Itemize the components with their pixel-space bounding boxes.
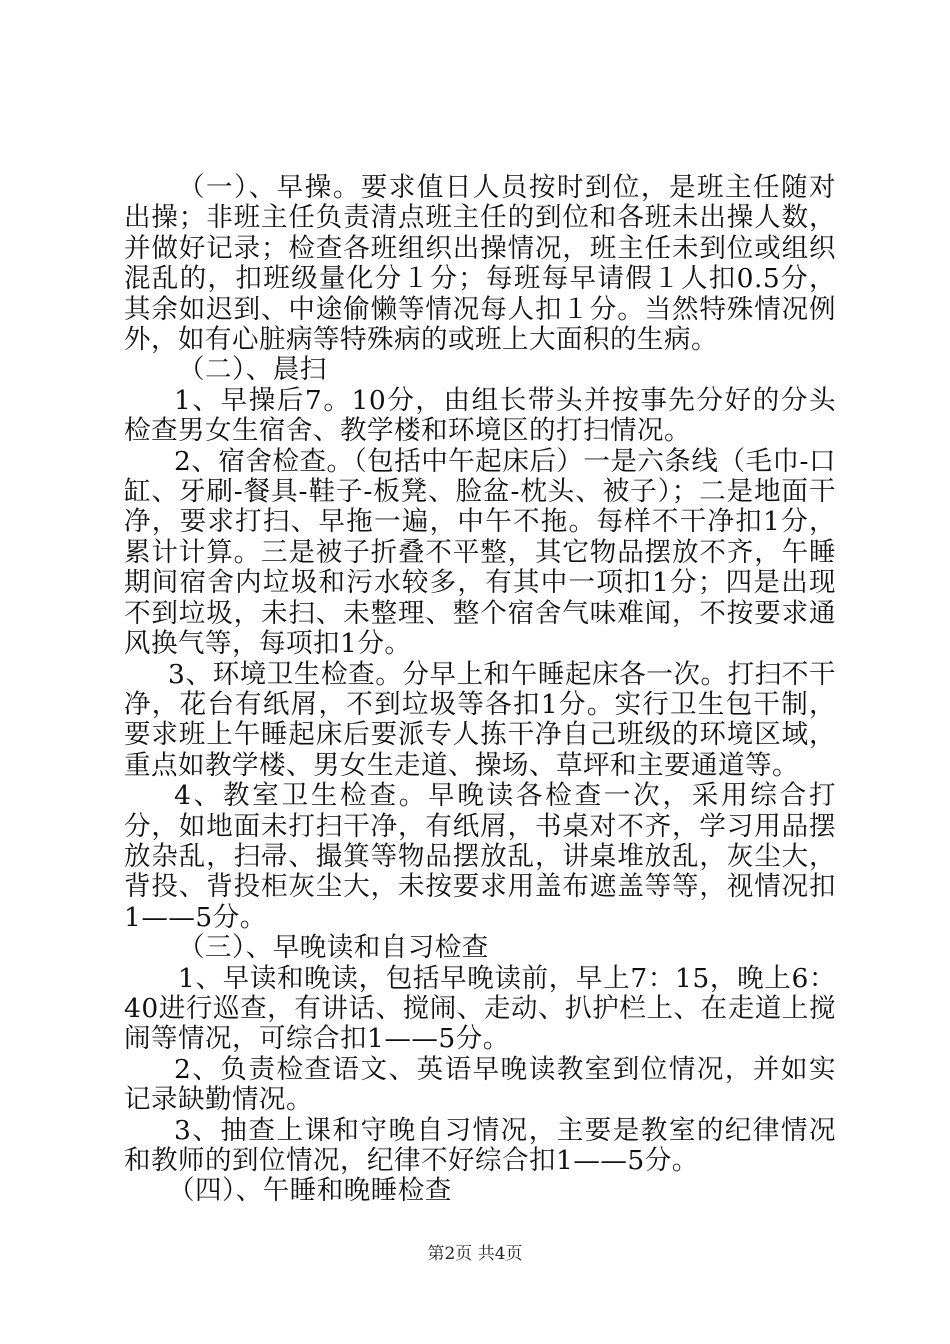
- paragraph-class-discipline: 3、抽查上课和守晚自习情况，主要是教室的纪律情况和教师的到位情况，纪律不好综合扣1——5分。: [124, 1114, 836, 1176]
- heading-morning-cleaning: （二）、晨扫: [178, 354, 327, 386]
- paragraph-environment-check: 3、环境卫生检查。分早上和午睡起床各一次。打扫不干净，花台有纸屑，不到垃圾等各扣1分。实行卫生包干制，要求班上午睡起床后要派专人拣干净自己班级的环境区域，重点如教学楼、男女生走道、操场、草坪和主要通道等。: [124, 658, 836, 781]
- page-number-footer: 第2页 共4页: [427, 1244, 523, 1264]
- paragraph-cleaning-item-1: 1、早操后7。10分，由组长带头并按事先分好的分头检查男女生宿舍、教学楼和环境区的打扫情况。: [124, 384, 836, 447]
- paragraph-reading-patrol: 1、早读和晚读，包括早晚读前，早上7：15，晚上6：40进行巡查，有讲话、搅闹、走动、扒护栏上、在走道上搅闹等情况，可综合扣1——5分。: [124, 962, 836, 1055]
- paragraph-classroom-check: 4、教室卫生检查。早晚读各检查一次，采用综合打分，如地面未打扫干净，有纸屑，书桌对不齐，学习用品摆放杂乱，扫帚、撮箕等物品摆放乱，讲桌堆放乱，灰尘大，背投、背投柜灰尘大，未按要求用盖布遮盖等等，视情况扣1——5分。: [124, 780, 836, 933]
- paragraph-morning-exercise: （一）、早操。要求值日人员按时到位，是班主任随对出操；非班主任负责清点班主任的到位和各班未出操人数，并做好记录；检查各班组织出操情况，班主任未到位或组织混乱的，扣班级量化分１分；每班每早请假１人扣0.5分，其余如迟到、中途偷懒等情况每人扣１分。当然特殊情况例外，如有心脏病等特殊病的或班上大面积的生病。: [124, 172, 836, 356]
- heading-nap-and-night-sleep: （四）、午睡和晚睡检查: [168, 1175, 452, 1207]
- heading-reading-and-self-study: （三）、早晚读和自习检查: [178, 932, 489, 964]
- document-body: [124, 173, 836, 1207]
- paragraph-attendance-check: 2、负责检查语文、英语早晚读教室到位情况，并如实记录缺勤情况。: [124, 1053, 836, 1116]
- paragraph-dormitory-check: 2、宿舍检查。（包括中午起床后）一是六条线（毛巾-口缸、牙刷-餐具-鞋子-板凳、脸盆-枕头、被子）；二是地面干净，要求打扫、早拖一遍，中午不拖。每样不干净扣1分，累计计算。三是被子折叠不平整，其它物品摆放不齐，午睡期间宿舍内垃圾和污水较多，有其中一项扣1分；四是出现不到垃圾，未扫、未整理、整个宿舍气味难闻，不按要求通风换气等，每项扣1分。: [124, 445, 836, 660]
